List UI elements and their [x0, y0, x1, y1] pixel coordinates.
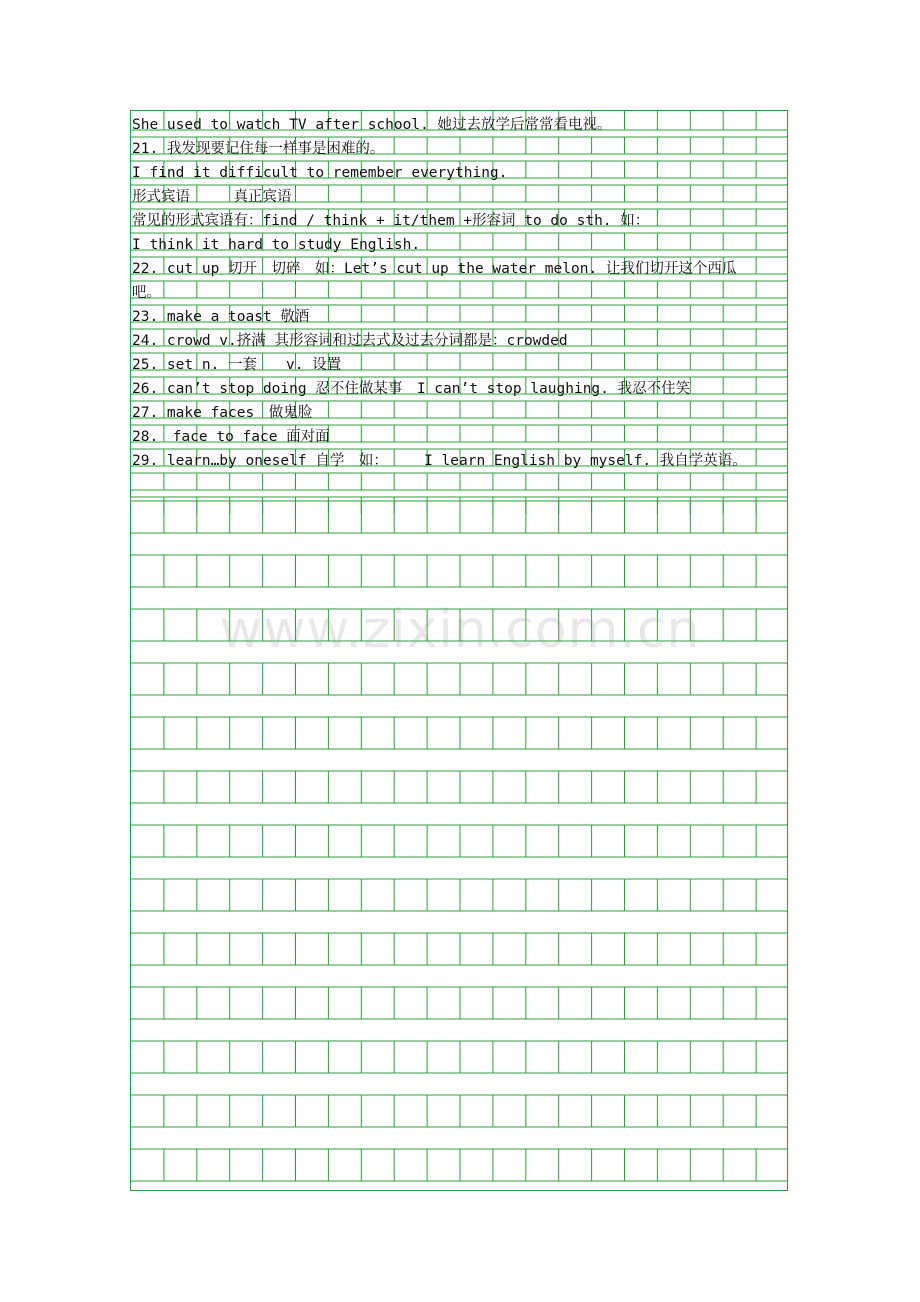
text-line-13: 27. make faces 做鬼脸	[132, 405, 313, 421]
text-line-10: 24. crowd v.挤满 其形容词和过去式及过去分词都是：crowded	[132, 333, 568, 349]
text-line-4: 形式宾语 真正宾语	[132, 189, 292, 205]
text-line-2: 21. 我发现要记住每一样事是困难的。	[132, 141, 385, 157]
text-line-8: 吧。	[132, 285, 161, 301]
text-line-15: 29. learn…by oneself 自学 如： I learn English by myself. 我自学英语。	[132, 453, 747, 469]
text-line-1: She used to watch TV after school. 她过去放学后常常看电视。	[132, 117, 612, 133]
text-line-11: 25. set n. 一套 v. 设置	[132, 357, 342, 373]
text-line-7: 22. cut up 切开 切碎 如：Let’s cut up the water melon. 让我们切开这个西瓜	[132, 261, 737, 277]
document-text	[131, 111, 787, 1190]
text-line-5: 常见的形式宾语有：find / think + it/them +形容词 to do sth. 如：	[132, 213, 650, 229]
text-line-3: I find it difficult to remember everything.	[132, 165, 508, 181]
writing-grid	[130, 110, 788, 1191]
text-line-14: 28. face to face 面对面	[132, 429, 330, 445]
text-line-9: 23. make a toast 敬酒	[132, 309, 310, 325]
watermark: www.zixin.com.cn	[219, 600, 701, 660]
text-line-6: I think it hard to study English.	[132, 237, 421, 253]
text-line-12: 26. can’t stop doing 忍不住做某事 I can’t stop laughing. 我忍不住笑	[132, 381, 691, 397]
